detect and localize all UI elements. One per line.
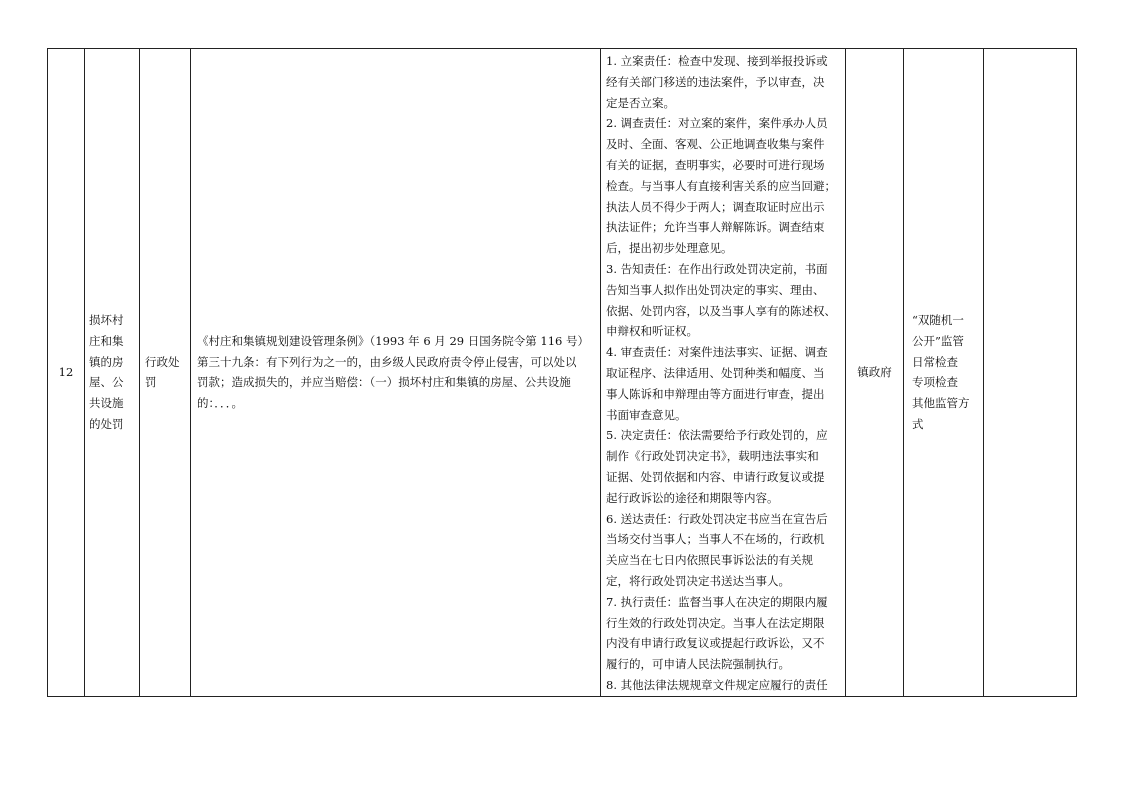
responsibility-line: 取证程序、法律适用、处罚种类和幅度、当	[606, 365, 825, 380]
power-list-table	[47, 48, 1077, 697]
row-number-cell	[48, 49, 85, 697]
legal-basis-line: 《村庄和集镇规划建设管理条例》（1993 年 6 月 29 日国务院令第 116 号）	[197, 333, 590, 348]
responsibility-line: 2. 调查责任：对立案的案件，案件承办人员	[606, 116, 828, 131]
responsibility-cell	[601, 49, 846, 697]
responsibility-line: 4. 审查责任：对案件违法事实、证据、调查	[606, 345, 828, 360]
responsibility-line: 1. 立案责任：检查中发现、接到举报投诉或	[606, 54, 828, 68]
responsibility-line: 5. 决定责任：依法需要给予行政处罚的，应	[606, 428, 828, 443]
legal-basis-line: 罚款；造成损失的，并应当赔偿：（一）损坏村庄和集镇的房屋、公共设施	[197, 375, 571, 390]
responsibility-line: 8. 其他法律法规规章文件规定应履行的责任	[606, 677, 828, 692]
responsibility-line: 定是否立案。	[606, 95, 675, 110]
supervision-line: “双随机一	[912, 312, 964, 327]
item-name-line: 庄和集	[89, 333, 124, 348]
responsibility-line: 内没有申请行政复议或提起行政诉讼，又不	[606, 636, 825, 651]
responsibility-line: 告知当事人拟作出处罚决定的事实、理由、	[606, 282, 825, 297]
responsibility-line: 执法人员不得少于两人；调查取证时应出示	[606, 199, 825, 214]
item-name-line: 共设施	[89, 396, 124, 411]
remark-cell	[984, 49, 1077, 697]
supervision-line: 式	[912, 416, 924, 431]
responsibility-line: 履行的，可申请人民法院强制执行。	[606, 657, 790, 672]
legal-basis-cell	[191, 49, 601, 697]
supervision-line: 日常检查	[912, 354, 958, 369]
responsibility-line: 书面审查意见。	[606, 407, 687, 422]
item-name-line: 镇的房	[89, 354, 124, 369]
responsibility-line: 经有关部门移送的违法案件，予以审查，决	[606, 74, 825, 89]
item-name-line: 的处罚	[89, 416, 124, 431]
responsibility-line: 有关的证据，查明事实，必要时可进行现场	[606, 157, 825, 172]
item-name-cell	[85, 49, 140, 697]
responsibility-line: 事人陈诉和申辩理由等方面进行审查，提出	[606, 386, 825, 401]
implementing-organ-cell	[846, 49, 904, 697]
responsibility-line: 制作《行政处罚决定书》，载明违法事实和	[606, 449, 819, 464]
responsibility-line: 依据、处罚内容，以及当事人享有的陈述权、	[606, 303, 836, 318]
supervision-cell	[904, 49, 984, 697]
responsibility-line: 及时、全面、客观、公正地调查收集与案件	[606, 137, 825, 152]
responsibility-line: 关应当在七日内依照民事诉讼法的有关规	[606, 553, 813, 568]
responsibility-line: 当场交付当事人；当事人不在场的，行政机	[606, 532, 825, 547]
supervision-line: 其他监管方	[912, 396, 970, 411]
supervision-line: 公开”监管	[912, 333, 964, 348]
responsibility-line: 检查。与当事人有直接利害关系的应当回避；	[606, 178, 836, 193]
responsibility-line: 6. 送达责任：行政处罚决定书应当在宣告后	[606, 511, 828, 526]
responsibility-line: 起行政诉讼的途径和期限等内容。	[606, 490, 779, 505]
power-type-cell	[140, 49, 191, 697]
item-name-line: 损坏村	[89, 312, 124, 327]
responsibility-line: 7. 执行责任：监督当事人在决定的期限内履	[606, 594, 828, 609]
responsibility-line: 执法证件；允许当事人辩解陈诉。调查结束	[606, 220, 825, 235]
responsibility-line: 3. 告知责任：在作出行政处罚决定前，书面	[606, 261, 828, 276]
item-name-line: 屋、公	[89, 375, 124, 390]
responsibility-line: 证据、处罚依据和内容、申请行政复议或提	[606, 469, 825, 484]
responsibility-line: 后，提出初步处理意见。	[606, 241, 733, 256]
row-number: 12	[58, 364, 74, 379]
implementing-organ: 镇政府	[857, 364, 892, 379]
power-type-line: 罚	[145, 375, 157, 390]
supervision-line: 专项检查	[912, 375, 958, 390]
table-row	[48, 49, 1077, 697]
power-type-line: 行政处	[145, 354, 180, 369]
responsibility-line: 行生效的行政处罚决定。当事人在法定期限	[606, 615, 825, 630]
legal-basis-line: 第三十九条：有下列行为之一的，由乡级人民政府责令停止侵害，可以处以	[197, 354, 577, 369]
legal-basis-line: 的：．．．。	[197, 396, 243, 411]
responsibility-line: 定，将行政处罚决定书送达当事人。	[606, 573, 790, 588]
responsibility-line: 申辩权和听证权。	[606, 324, 698, 339]
